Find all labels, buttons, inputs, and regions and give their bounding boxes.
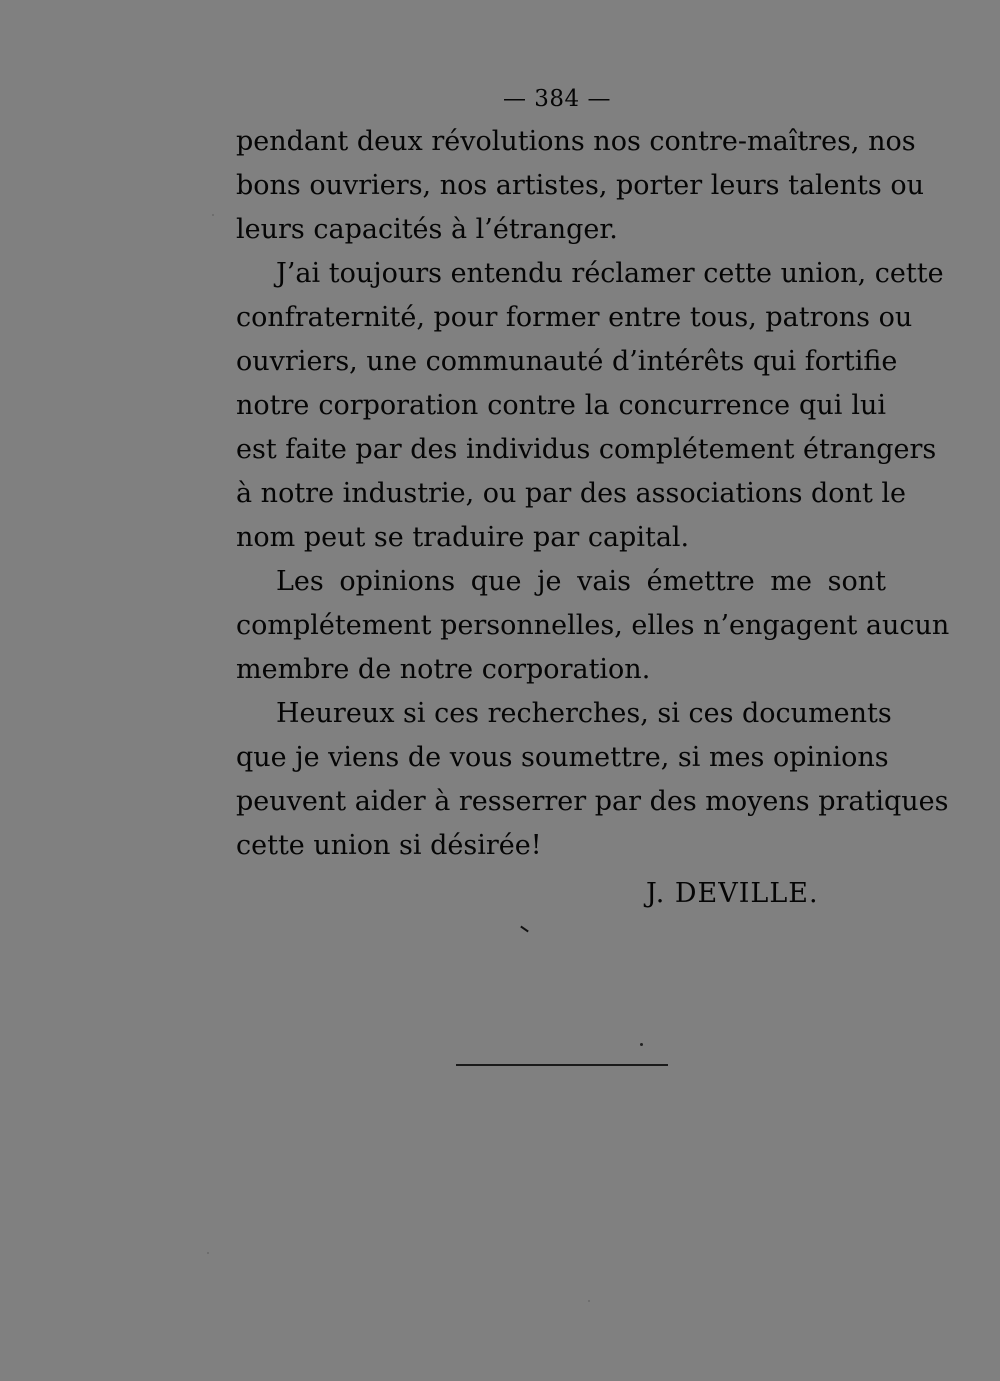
paper-speck (207, 1252, 209, 1254)
text-line: pendant deux révolutions nos contre-maîtres, nos (236, 126, 916, 157)
closing-rule (456, 1064, 668, 1066)
text-line: leurs capacités à l’étranger. (236, 214, 618, 245)
text-line: cette union si désirée! (236, 830, 542, 861)
text-line: peuvent aider à resserrer par des moyens pratiques (236, 786, 949, 817)
text-line: bons ouvriers, nos artistes, porter leurs talents ou (236, 170, 924, 201)
paragraph (236, 252, 944, 560)
text-line: membre de notre corporation. (236, 654, 651, 685)
text-line: Heureux si ces recherches, si ces documents (276, 698, 892, 729)
signature: J. DEVILLE. (646, 878, 819, 909)
text-line: notre corporation contre la concurrence qui lui (236, 390, 886, 421)
text-line: que je viens de vous soumettre, si mes opinions (236, 742, 889, 773)
ink-dot (640, 1043, 643, 1046)
paper-speck (588, 1300, 590, 1302)
paragraph (236, 120, 924, 252)
ink-mark (520, 926, 529, 933)
text-line: est faite par des individus complétement étrangers (236, 434, 937, 465)
paragraph (236, 692, 949, 868)
text-line: complétement personnelles, elles n’engagent aucun (236, 610, 950, 641)
text-line: ouvriers, une communauté d’intérêts qui fortifie (236, 346, 898, 377)
page-number: — 384 — (502, 86, 612, 112)
text-line: Les opinions que je vais émettre me sont (276, 566, 886, 597)
text-line: J’ai toujours entendu réclamer cette union, cette (276, 258, 944, 289)
text-line: nom peut se traduire par capital. (236, 522, 690, 553)
text-line: confraternité, pour former entre tous, patrons ou (236, 302, 913, 333)
paragraph (236, 560, 950, 692)
body-text (236, 120, 950, 868)
text-line: à notre industrie, ou par des associations dont le (236, 478, 906, 509)
paper-speck (212, 214, 214, 216)
